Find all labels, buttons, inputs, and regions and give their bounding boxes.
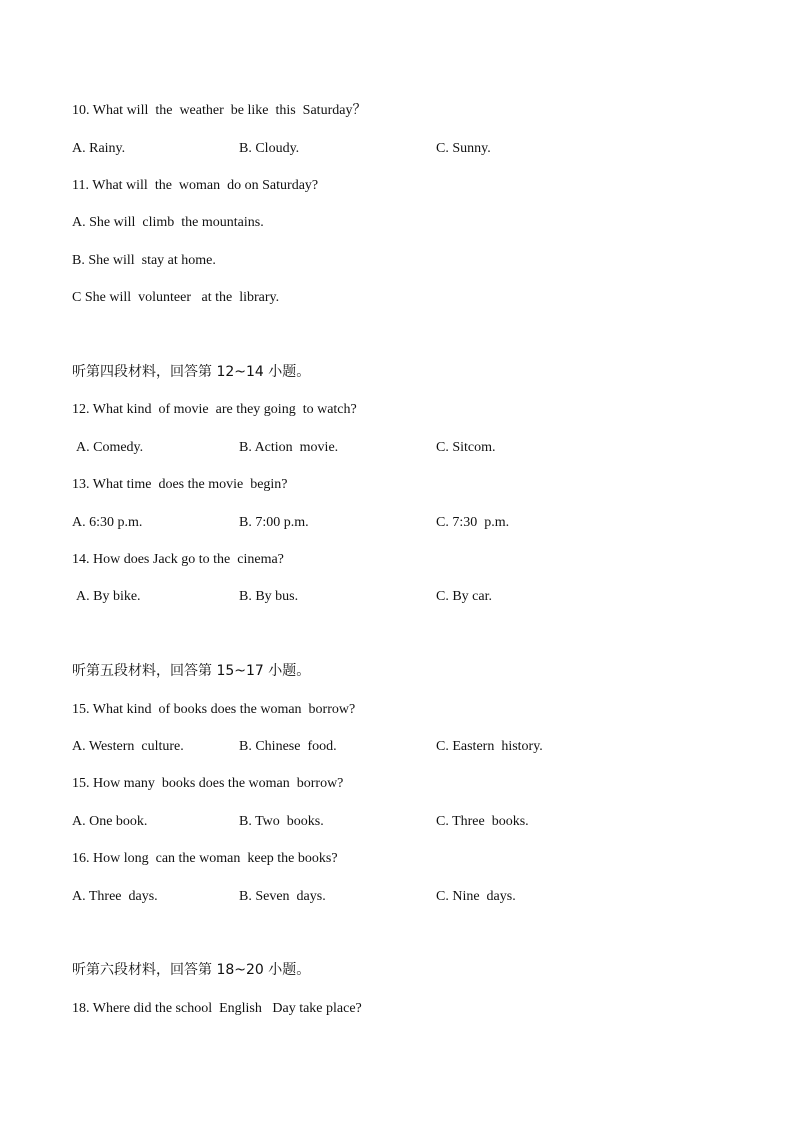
question-15a-option-c: C. Eastern history. (436, 739, 543, 754)
question-14-option-b: B. By bus. (239, 589, 299, 604)
question-18: 18. Where did the school English Day take place? (72, 1001, 362, 1016)
question-15a-option-a: A. Western culture. (72, 739, 184, 754)
question-10-option-a: A. Rainy. (72, 141, 126, 156)
question-14: 14. How does Jack go to the cinema? (72, 552, 284, 567)
question-15b-option-c: C. Three books. (436, 814, 529, 829)
question-11: 11. What will the woman do on Saturday? (72, 178, 319, 193)
question-10-option-c: C. Sunny. (436, 141, 491, 156)
question-11-option-a: A. She will climb the mountains. (72, 215, 264, 230)
question-12: 12. What kind of movie are they going to watch? (72, 402, 357, 417)
question-16: 16. How long can the woman keep the books? (72, 851, 338, 866)
question-15b-option-a: A. One book. (72, 814, 148, 829)
question-14-option-c: C. By car. (436, 589, 492, 604)
question-12-option-a: A. Comedy. (76, 440, 144, 455)
section-5-heading: 听第五段材料，回答第 15~17 小题。 (72, 663, 311, 679)
section-6-heading: 听第六段材料，回答第 18~20 小题。 (72, 962, 311, 978)
question-15a: 15. What kind of books does the woman borrow? (72, 702, 356, 717)
question-10: 10. What will the weather be like this Saturday？ (72, 103, 367, 118)
question-11-option-b: B. She will stay at home. (72, 253, 216, 268)
question-15a-option-b: B. Chinese food. (239, 739, 337, 754)
question-13-option-a: A. 6:30 p.m. (72, 515, 143, 530)
question-16-option-a: A. Three days. (72, 889, 158, 904)
question-13-option-b: B. 7:00 p.m. (239, 515, 309, 530)
section-4-heading: 听第四段材料，回答第 12~14 小题。 (72, 364, 311, 380)
question-12-option-b: B. Action movie. (239, 440, 339, 455)
question-10-option-b: B. Cloudy. (239, 141, 300, 156)
question-12-option-c: C. Sitcom. (436, 440, 496, 455)
question-16-option-b: B. Seven days. (239, 889, 326, 904)
question-15b: 15. How many books does the woman borrow? (72, 776, 344, 791)
question-11-option-c: C She will volunteer at the library. (72, 290, 280, 305)
question-13: 13. What time does the movie begin? (72, 477, 288, 492)
question-16-option-c: C. Nine days. (436, 889, 516, 904)
question-15b-option-b: B. Two books. (239, 814, 324, 829)
question-14-option-a: A. By bike. (76, 589, 141, 604)
question-13-option-c: C. 7:30 p.m. (436, 515, 510, 530)
